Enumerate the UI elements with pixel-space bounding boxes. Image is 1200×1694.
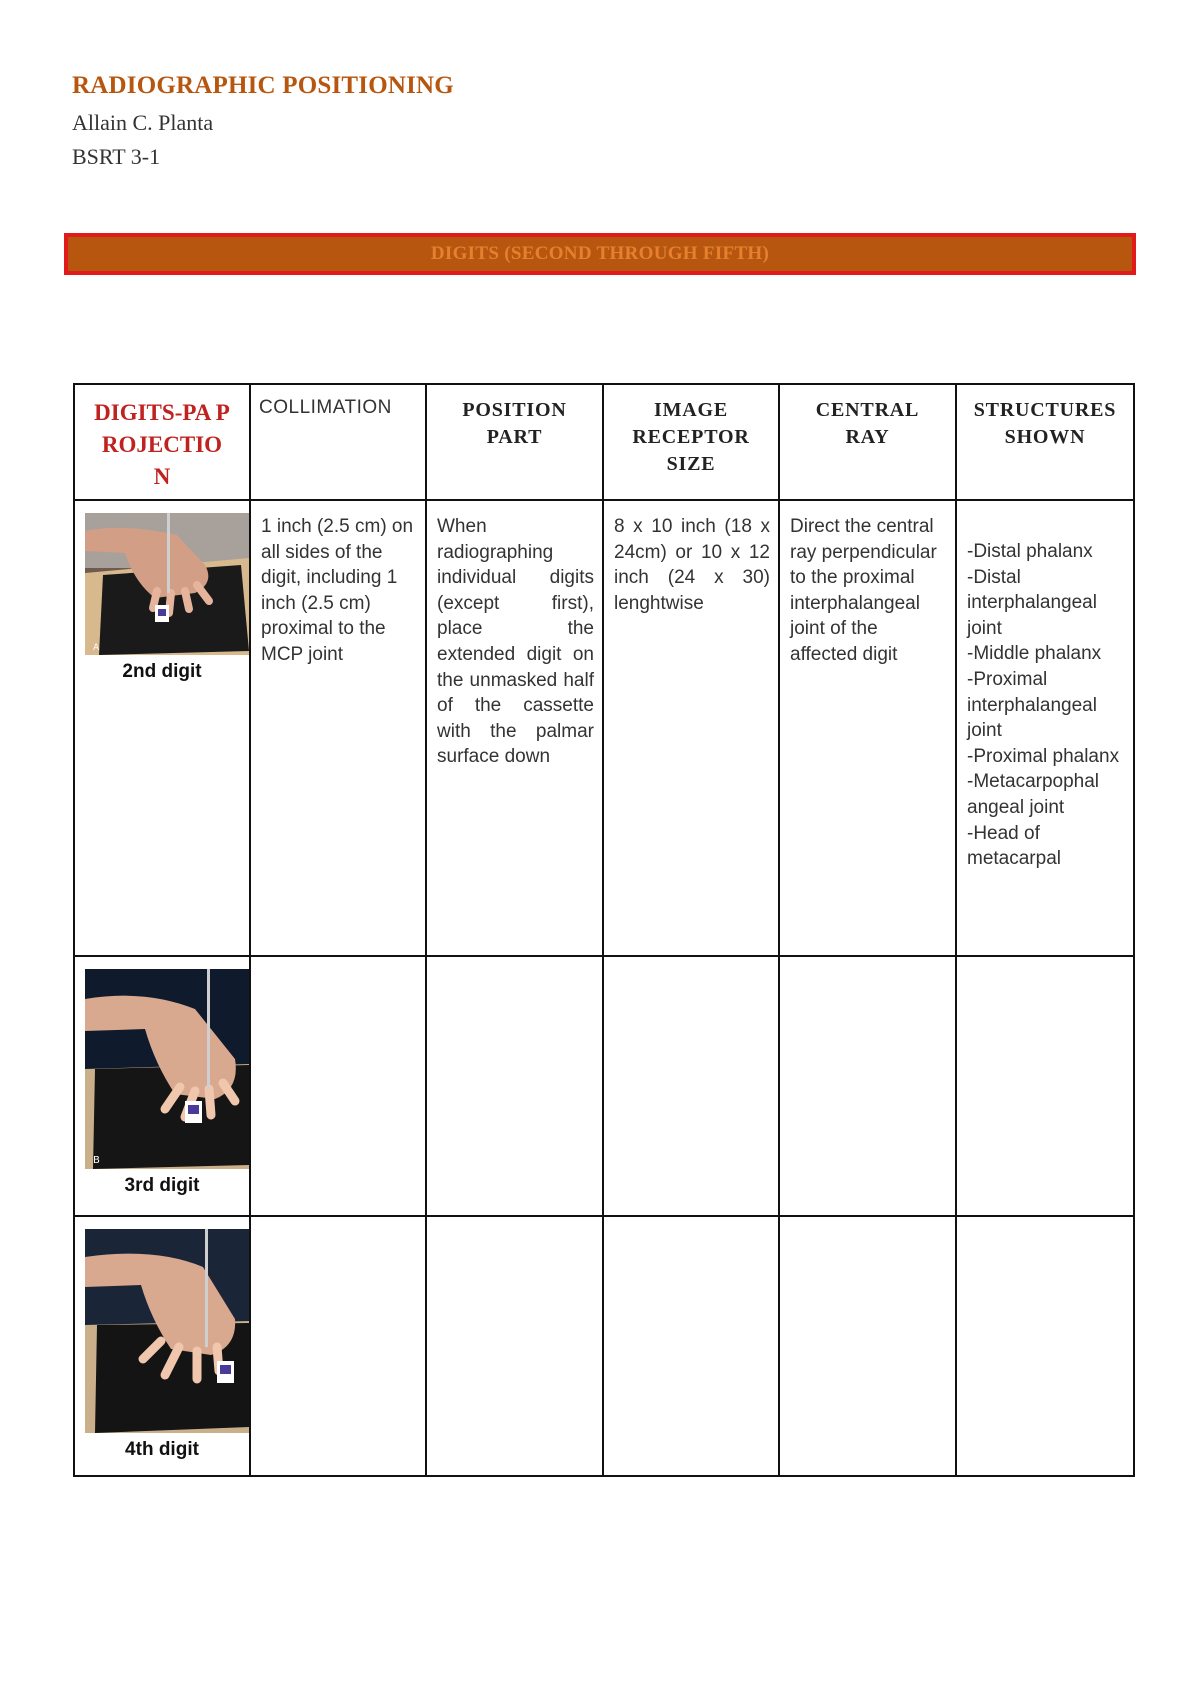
table-row bbox=[74, 1216, 1134, 1476]
central-ray-cell: Direct the central ray perpendicular to the proximal interphalangeal joint of the affected digit bbox=[779, 500, 956, 956]
hand-photo-3rd-digit bbox=[85, 969, 249, 1169]
photo-cell bbox=[74, 500, 250, 956]
topic-banner bbox=[64, 233, 1136, 275]
collimation-cell: 1 inch (2.5 cm) on all sides of the digit, including 1 inch (2.5 cm) proximal to the MCP joint bbox=[250, 500, 426, 956]
digit-label: 2nd digit bbox=[122, 661, 202, 682]
position-part-cell bbox=[426, 956, 603, 1216]
table-header-row bbox=[74, 384, 1134, 500]
header-position-part: POSITION PART bbox=[426, 384, 603, 500]
position-part-cell: When radiographing individual digits (except first), place the extended digit on the unmasked half of the cassette with the palmar surface down bbox=[426, 500, 603, 956]
header-image-receptor: IMAGE RECEPTOR SIZE bbox=[603, 384, 779, 500]
photo-cell bbox=[74, 956, 250, 1216]
structure-item: -Middle phalanx bbox=[967, 643, 1102, 665]
structure-item: -Proximal interphalangeal joint bbox=[967, 668, 1097, 742]
structure-item: -Distal interphalangeal joint bbox=[967, 566, 1097, 639]
structures-cell bbox=[956, 956, 1134, 1216]
author-name: Allain C. Planta bbox=[72, 110, 214, 135]
photo-tag: A bbox=[93, 643, 100, 653]
image-receptor-cell: 8 x 10 inch (18 x 24cm) or 10 x 12 inch (24 x 30) lenghtwise bbox=[603, 500, 779, 956]
structures-cell bbox=[956, 1216, 1134, 1476]
header-structures: STRUCTURES SHOWN bbox=[956, 384, 1134, 500]
table-row bbox=[74, 500, 1134, 956]
central-ray-cell bbox=[779, 1216, 956, 1476]
topic-banner-text: DIGITS (SECOND THROUGH FIFTH) bbox=[430, 243, 770, 264]
header-projection: DIGITS-PA PROJECTIO N bbox=[74, 384, 250, 500]
positioning-table bbox=[73, 383, 1135, 1477]
photo-tag: B bbox=[93, 1155, 100, 1166]
collimation-cell bbox=[250, 1216, 426, 1476]
collimation-cell bbox=[250, 956, 426, 1216]
structure-item: -Metacarpophal angeal joint bbox=[967, 771, 1100, 818]
photo-cell bbox=[74, 1216, 250, 1476]
header-collimation: COLLIMATION bbox=[250, 384, 426, 500]
image-receptor-cell bbox=[603, 956, 779, 1216]
section-label: BSRT 3-1 bbox=[72, 144, 161, 169]
structure-item: -Head of metacarpal bbox=[967, 822, 1061, 870]
position-part-cell bbox=[426, 1216, 603, 1476]
hand-photo-4th-digit bbox=[85, 1229, 249, 1433]
digit-label: 4th digit bbox=[125, 1439, 199, 1460]
structure-item: -Proximal phalanx bbox=[967, 745, 1120, 767]
header-central-ray: CENTRAL RAY bbox=[779, 384, 956, 500]
structure-item: -Distal phalanx bbox=[967, 541, 1093, 562]
hand-photo-2nd-digit bbox=[85, 513, 249, 655]
table-row bbox=[74, 956, 1134, 1216]
central-ray-cell bbox=[779, 956, 956, 1216]
image-receptor-cell bbox=[603, 1216, 779, 1476]
document-title: RADIOGRAPHIC POSITIONING bbox=[72, 72, 454, 99]
structures-cell bbox=[956, 500, 1134, 956]
digit-label: 3rd digit bbox=[124, 1175, 200, 1196]
